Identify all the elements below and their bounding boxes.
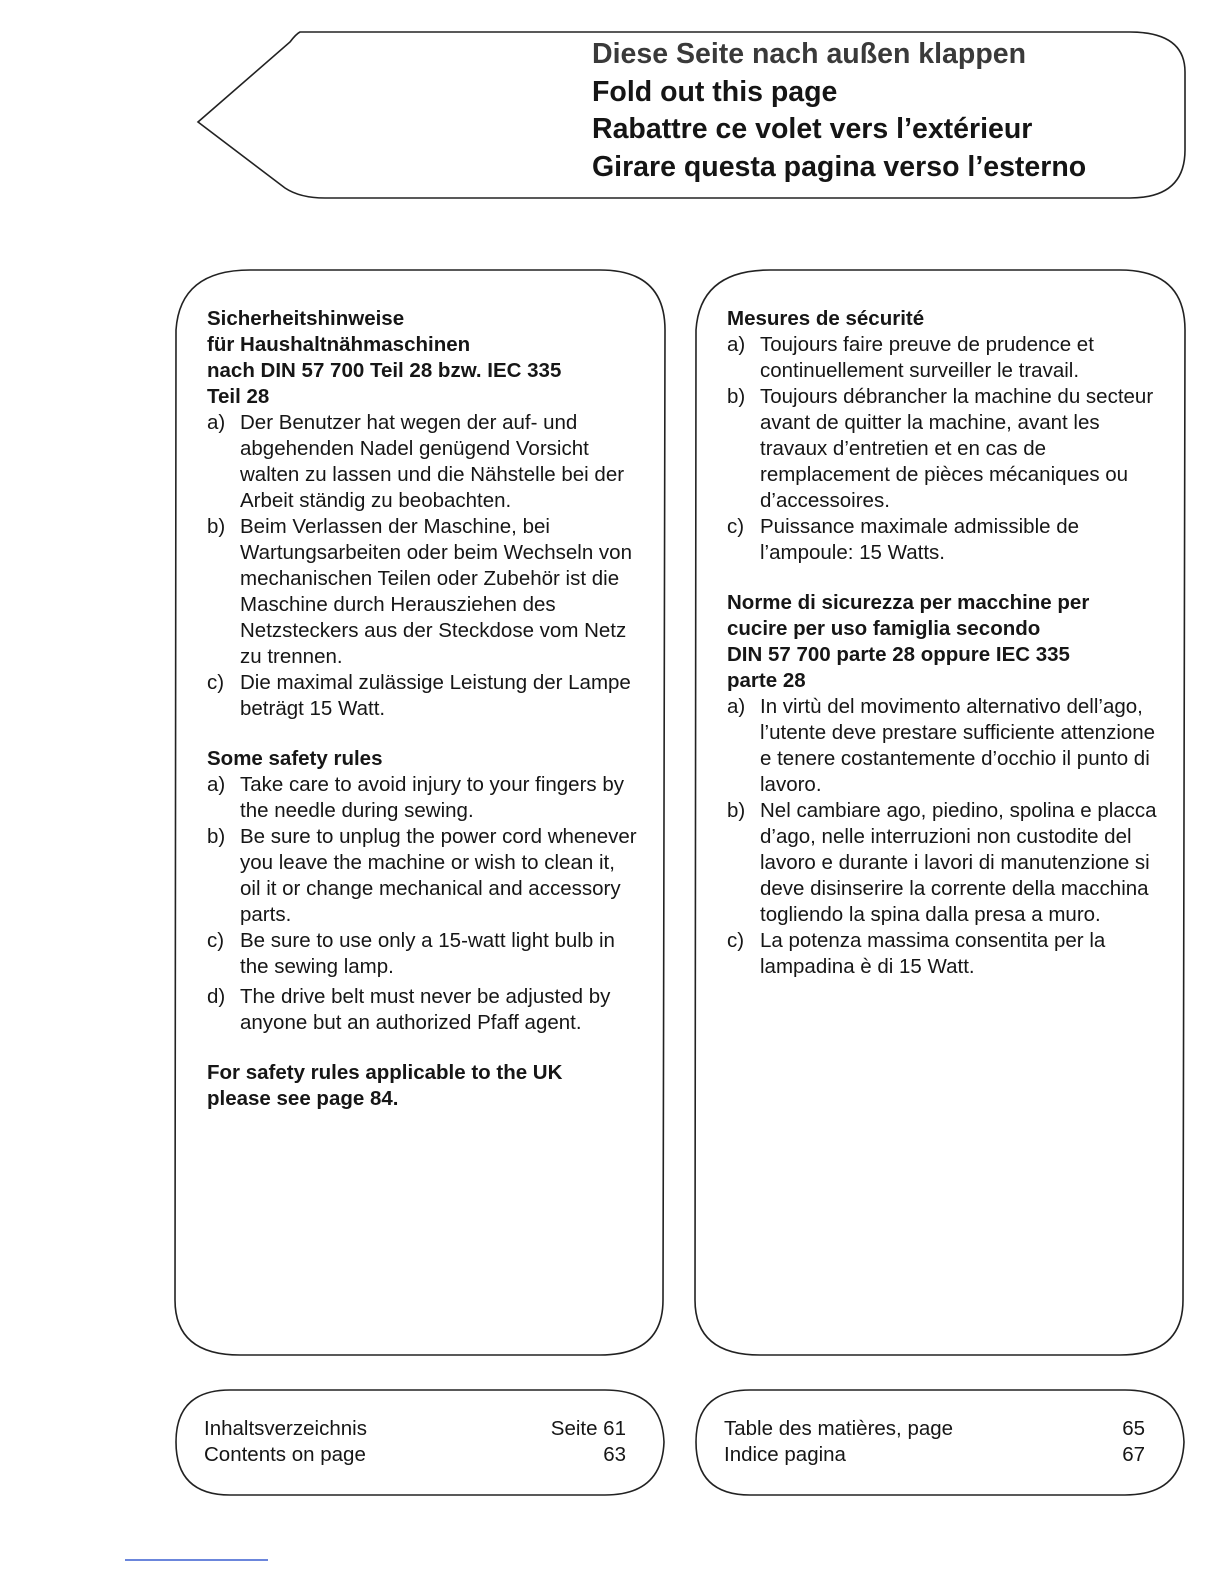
french-safety-list (727, 332, 1159, 566)
banner-line-en: Fold out this page (592, 75, 838, 108)
item-text: Nel cambiare ago, piedino, spolina e placca d’ago, nelle interruzioni non custodite del lavoro e durante i lavori di manutenzione si deve disinserire la corrente della macchina togliendo la spina dalla presa a muro. (760, 799, 1157, 926)
item-text: In virtù del movimento alternativo dell’ago, l’utente deve prestare sufficiente attenzione e tenere costantemente d’occhio il punto di lavoro. (760, 695, 1156, 796)
item-text: Puissance maximale admissible de l’ampoule: 15 Watts. (760, 515, 1080, 564)
list-item (207, 824, 637, 928)
item-letter: b) (727, 799, 746, 822)
item-letter: c) (727, 929, 745, 952)
item-text: Take care to avoid injury to your fingers by the needle during sewing. (240, 773, 624, 822)
italian-safety-list (727, 694, 1159, 980)
list-item (207, 984, 637, 1036)
item-text: Be sure to use only a 15-watt light bulb in the sewing lamp. (240, 929, 615, 978)
italian-heading-line: DIN 57 700 parte 28 oppure IEC 335 (727, 643, 1070, 666)
toc-label: Indice pagina (724, 1443, 846, 1466)
toc-left (204, 1416, 626, 1468)
italian-heading-line: parte 28 (727, 669, 806, 692)
list-item (727, 384, 1159, 514)
italian-heading (727, 590, 1159, 694)
toc-label: Inhaltsverzeichnis (204, 1417, 367, 1440)
list-item (207, 514, 637, 670)
italian-heading-line: Norme di sicurezza per macchine per (727, 591, 1090, 614)
item-text: Der Benutzer hat wegen der auf- und abgehenden Nadel genügend Vorsicht walten zu lassen und die Nähstelle bei der Arbeit ständig zu beobachten. (240, 411, 625, 512)
banner-line-de: Diese Seite nach außen klappen (592, 38, 1026, 70)
toc-page: 63 (603, 1443, 626, 1466)
list-item (207, 772, 637, 824)
item-letter: a) (727, 333, 746, 356)
german-heading-line: Teil 28 (207, 385, 270, 408)
english-safety-list (207, 772, 637, 1036)
fold-out-banner (592, 36, 1086, 186)
toc-row (204, 1416, 626, 1442)
toc-page: Seite 61 (550, 1417, 626, 1440)
item-letter: c) (207, 929, 225, 952)
item-text: Die maximal zulässige Leistung der Lampe beträgt 15 Watt. (240, 671, 631, 720)
list-item (207, 928, 637, 980)
german-heading-line: nach DIN 57 700 Teil 28 bzw. IEC 335 (207, 359, 562, 382)
item-letter: a) (207, 773, 226, 796)
item-letter: b) (727, 385, 746, 408)
item-letter: a) (727, 695, 746, 718)
toc-page: 67 (1122, 1443, 1145, 1466)
item-text: Toujours faire preuve de prudence et continuellement surveiller le travail. (760, 333, 1094, 382)
left-panel-content (207, 306, 637, 1112)
german-heading-line: für Haushaltnähmaschinen (207, 333, 471, 356)
right-panel-content (727, 306, 1159, 980)
german-safety-list (207, 410, 637, 722)
italian-heading-line: cucire per uso famiglia secondo (727, 617, 1041, 640)
banner-line-it: Girare questa pagina verso l’esterno (592, 150, 1087, 183)
german-heading (207, 306, 637, 410)
item-text: Beim Verlassen der Maschine, bei Wartungsarbeiten oder beim Wechseln von mechanischen Teilen oder Zubehör ist die Maschine durch Herausziehen des Netzsteckers aus der Steckdose vom Netz zu trennen. (240, 515, 632, 668)
list-item (727, 928, 1159, 980)
item-letter: b) (207, 515, 226, 538)
list-item (727, 332, 1159, 384)
toc-page: 65 (1122, 1417, 1145, 1440)
list-item (207, 410, 637, 514)
toc-row (724, 1416, 1145, 1442)
item-text: La potenza massima consentita per la lampadina è di 15 Watt. (760, 929, 1106, 978)
item-text: Toujours débrancher la machine du secteur avant de quitter la machine, avant les travaux d’entretien et en cas de remplacement de pièces mécaniques ou d’accessoires. (760, 385, 1154, 512)
toc-label: Table des matières, page (724, 1417, 954, 1440)
toc-row (724, 1442, 1145, 1468)
banner-line-fr: Rabattre ce volet vers l’extérieur (592, 113, 1033, 145)
english-heading: Some safety rules (207, 747, 383, 770)
item-letter: c) (207, 671, 225, 694)
uk-note-line: please see page 84. (207, 1087, 399, 1110)
item-text: The drive belt must never be adjusted by anyone but an authorized Pfaff agent. (240, 985, 611, 1034)
toc-label: Contents on page (204, 1443, 366, 1466)
toc-right (724, 1416, 1145, 1468)
list-item (727, 694, 1159, 798)
item-letter: c) (727, 515, 745, 538)
item-text: Be sure to unplug the power cord whenever you leave the machine or wish to clean it, oil it or change mechanical and accessory parts. (240, 825, 637, 926)
list-item (207, 670, 637, 722)
item-letter: a) (207, 411, 226, 434)
list-item (727, 514, 1159, 566)
uk-safety-note (207, 1060, 637, 1112)
item-letter: d) (207, 985, 226, 1008)
uk-note-line: For safety rules applicable to the UK (207, 1061, 563, 1084)
item-letter: b) (207, 825, 226, 848)
french-heading: Mesures de sécurité (727, 307, 925, 330)
toc-row (204, 1442, 626, 1468)
german-heading-line: Sicherheitshinweise (207, 307, 405, 330)
list-item (727, 798, 1159, 928)
